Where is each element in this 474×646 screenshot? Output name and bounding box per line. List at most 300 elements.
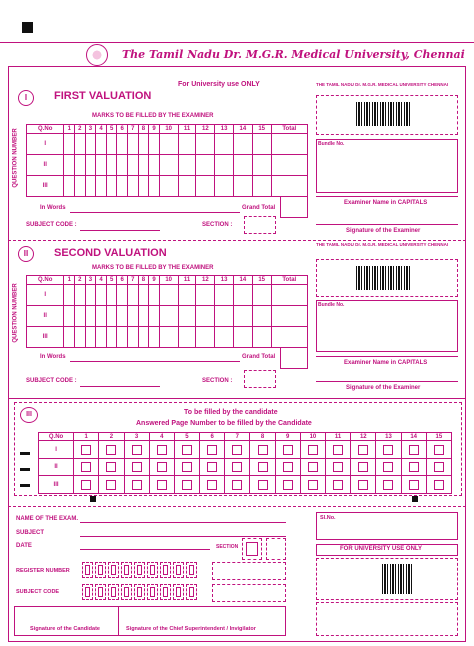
mark-cell[interactable]: [178, 176, 196, 197]
page-entry-box[interactable]: [258, 480, 268, 490]
page-entry-box[interactable]: [308, 462, 318, 472]
page-entry-box[interactable]: [434, 445, 444, 455]
column-header: 9: [149, 276, 160, 285]
page-cell[interactable]: [225, 458, 250, 476]
mark-cell[interactable]: [234, 176, 253, 197]
page-cell[interactable]: [200, 441, 225, 459]
digit-box[interactable]: [173, 584, 184, 600]
page-entry-box[interactable]: [383, 462, 393, 472]
page-cell[interactable]: [225, 441, 250, 459]
subject-code-label: SUBJECT CODE :: [26, 222, 77, 228]
page-entry-box[interactable]: [106, 445, 116, 455]
mark-cell[interactable]: [252, 155, 271, 176]
timing-mark: [20, 484, 30, 487]
digit-box[interactable]: [108, 584, 119, 600]
page-cell[interactable]: [74, 458, 99, 476]
mark-cell[interactable]: [64, 306, 75, 327]
barcode-frame: [316, 95, 458, 135]
mark-cell[interactable]: [106, 327, 117, 348]
page-entry-box[interactable]: [132, 445, 142, 455]
mark-cell[interactable]: [85, 155, 96, 176]
examiner-name-label-2: Examiner Name in CAPITALS: [344, 360, 428, 366]
mark-cell[interactable]: [234, 155, 253, 176]
column-header: 1: [64, 125, 75, 134]
mark-cell[interactable]: [117, 285, 128, 306]
marks-row: [27, 327, 308, 348]
page-entry-box[interactable]: [106, 480, 116, 490]
examiner-name-line-2: [316, 356, 458, 357]
digit-box[interactable]: [160, 562, 171, 578]
mark-cell[interactable]: [85, 134, 96, 155]
signature-separator: [118, 606, 119, 636]
page-entry-box[interactable]: [182, 462, 192, 472]
digit-box-inner: [111, 587, 116, 597]
page-entry-box[interactable]: [106, 462, 116, 472]
mark-cell[interactable]: [96, 176, 107, 197]
mark-cell[interactable]: [96, 155, 107, 176]
page-cell[interactable]: [250, 476, 275, 494]
page-entry-box[interactable]: [81, 462, 91, 472]
digit-box[interactable]: [147, 562, 158, 578]
digit-box[interactable]: [108, 562, 119, 578]
digit-box[interactable]: [160, 584, 171, 600]
marks-caption: MARKS TO BE FILLED BY THE EXAMINER: [92, 113, 214, 119]
mark-cell[interactable]: [252, 306, 271, 327]
mark-cell[interactable]: [234, 306, 253, 327]
page-cell[interactable]: [250, 441, 275, 459]
mark-cell[interactable]: [196, 176, 215, 197]
page-entry-box[interactable]: [409, 445, 419, 455]
subject-code-footer-label: SUBJECT CODE: [16, 589, 60, 595]
page-entry-box[interactable]: [258, 445, 268, 455]
column-header: 3: [124, 433, 149, 441]
column-header: 1: [64, 276, 75, 285]
page-entry-box[interactable]: [383, 480, 393, 490]
column-header: 2: [75, 125, 86, 134]
page-entry-box[interactable]: [207, 445, 217, 455]
mark-cell[interactable]: [106, 155, 117, 176]
mark-cell[interactable]: [149, 176, 160, 197]
mark-cell[interactable]: [75, 306, 86, 327]
mark-cell[interactable]: [138, 285, 149, 306]
mark-cell[interactable]: [75, 285, 86, 306]
barcode-frame-3: [316, 558, 458, 600]
mark-cell[interactable]: [196, 285, 215, 306]
subject-label: SUBJECT: [16, 530, 45, 536]
column-header: 12: [196, 276, 215, 285]
column-header: 11: [178, 276, 196, 285]
page-cell[interactable]: [351, 441, 376, 459]
page-entry-box[interactable]: [232, 480, 242, 490]
page-cell[interactable]: [200, 476, 225, 494]
mark-cell[interactable]: [138, 134, 149, 155]
mark-cell[interactable]: [178, 155, 196, 176]
digit-box[interactable]: [82, 584, 93, 600]
mark-cell[interactable]: [106, 176, 117, 197]
page-entry-box[interactable]: [232, 445, 242, 455]
question-number-label-2: QUESTION NUMBER: [12, 283, 19, 343]
column-header: 5: [106, 125, 117, 134]
page-entry-box[interactable]: [207, 462, 217, 472]
mark-cell[interactable]: [75, 327, 86, 348]
row-label: I: [39, 441, 74, 459]
page-cell[interactable]: [376, 441, 401, 459]
column-header: 12: [196, 125, 215, 134]
mark-cell[interactable]: [75, 176, 86, 197]
page-cell[interactable]: [124, 441, 149, 459]
register-number-extra-box[interactable]: [212, 562, 286, 580]
page-cell[interactable]: [74, 476, 99, 494]
mark-cell[interactable]: [75, 155, 86, 176]
mark-cell[interactable]: [178, 306, 196, 327]
page-cell[interactable]: [99, 441, 124, 459]
page-cell[interactable]: [99, 476, 124, 494]
mark-cell[interactable]: [64, 155, 75, 176]
mark-cell[interactable]: [106, 285, 117, 306]
column-header: 2: [99, 433, 124, 441]
column-header: 14: [401, 433, 426, 441]
mark-cell[interactable]: [106, 306, 117, 327]
page-cell[interactable]: [149, 458, 174, 476]
page-cell[interactable]: [426, 458, 451, 476]
column-header: 6: [117, 276, 128, 285]
page-cell[interactable]: [99, 458, 124, 476]
digit-box-inner: [98, 587, 103, 597]
mark-cell[interactable]: [159, 176, 178, 197]
page-cell[interactable]: [74, 441, 99, 459]
mark-cell[interactable]: [252, 134, 271, 155]
university-logo: [86, 44, 108, 66]
mark-cell[interactable]: [196, 134, 215, 155]
column-header: 11: [178, 125, 196, 134]
column-header: 7: [128, 125, 139, 134]
page-row: [39, 441, 452, 459]
mark-cell[interactable]: [128, 155, 139, 176]
page-entry-box[interactable]: [207, 480, 217, 490]
mark-cell[interactable]: [271, 155, 307, 176]
digit-box[interactable]: [134, 562, 145, 578]
digit-box-inner: [85, 565, 90, 575]
mark-cell[interactable]: [128, 306, 139, 327]
page-entry-box[interactable]: [358, 445, 368, 455]
mark-cell[interactable]: [271, 327, 307, 348]
page-cell[interactable]: [300, 441, 325, 459]
candidate-title: To be filled by the candidate: [184, 409, 278, 416]
page-entry-box[interactable]: [358, 462, 368, 472]
question-number-label: QUESTION NUMBER: [12, 128, 19, 188]
page-cell[interactable]: [149, 441, 174, 459]
column-header: 15: [252, 125, 271, 134]
page-cell[interactable]: [225, 476, 250, 494]
digit-box[interactable]: [186, 584, 197, 600]
mark-cell[interactable]: [178, 134, 196, 155]
row-label: I: [27, 285, 64, 306]
mark-cell[interactable]: [85, 327, 96, 348]
mark-cell[interactable]: [215, 306, 234, 327]
page-entry-box[interactable]: [132, 480, 142, 490]
for-university-label: For University use ONLY: [178, 81, 260, 88]
barcode-frame-2: [316, 259, 458, 297]
mark-cell[interactable]: [149, 306, 160, 327]
mark-cell[interactable]: [159, 306, 178, 327]
mark-cell[interactable]: [178, 327, 196, 348]
bundle-no-box[interactable]: [316, 139, 458, 193]
page-cell[interactable]: [300, 458, 325, 476]
mark-cell[interactable]: [117, 176, 128, 197]
page-cell[interactable]: [326, 441, 351, 459]
mark-cell[interactable]: [117, 134, 128, 155]
column-header: 7: [225, 433, 250, 441]
row-label: II: [39, 458, 74, 476]
mark-cell[interactable]: [96, 306, 107, 327]
section-box-2: [244, 370, 276, 388]
column-header: 9: [149, 125, 160, 134]
subject-code-line-2: [80, 386, 160, 387]
digit-box-inner: [176, 587, 181, 597]
page-entry-box[interactable]: [283, 462, 293, 472]
mark-cell[interactable]: [159, 285, 178, 306]
qno-header: Q.No: [27, 125, 64, 134]
name-of-exam-line: [80, 522, 286, 523]
digit-box[interactable]: [121, 584, 132, 600]
page-entry-box[interactable]: [333, 480, 343, 490]
mark-cell[interactable]: [234, 134, 253, 155]
mark-cell[interactable]: [271, 134, 307, 155]
mark-cell[interactable]: [215, 155, 234, 176]
digit-box-inner: [124, 565, 129, 575]
mark-cell[interactable]: [159, 327, 178, 348]
mark-cell[interactable]: [64, 176, 75, 197]
page-cell[interactable]: [401, 458, 426, 476]
examiner-name-label: Examiner Name in CAPITALS: [344, 200, 428, 206]
page-entry-box[interactable]: [182, 480, 192, 490]
mark-cell[interactable]: [75, 134, 86, 155]
page-cell[interactable]: [149, 476, 174, 494]
column-header: 13: [376, 433, 401, 441]
mark-cell[interactable]: [149, 134, 160, 155]
page-cell[interactable]: [426, 476, 451, 494]
subject-line: [80, 536, 286, 537]
digit-box[interactable]: [173, 562, 184, 578]
mark-cell[interactable]: [159, 134, 178, 155]
mark-cell[interactable]: [128, 285, 139, 306]
page-entry-box[interactable]: [157, 480, 167, 490]
page-cell[interactable]: [351, 458, 376, 476]
examiner-signature-line-2: [316, 381, 458, 382]
page-cell[interactable]: [401, 476, 426, 494]
page-cell[interactable]: [124, 458, 149, 476]
digit-box[interactable]: [95, 584, 106, 600]
page-cell[interactable]: [300, 476, 325, 494]
column-header: 2: [75, 276, 86, 285]
page-entry-box[interactable]: [81, 480, 91, 490]
column-header: 6: [200, 433, 225, 441]
mark-cell[interactable]: [159, 155, 178, 176]
mark-cell[interactable]: [85, 306, 96, 327]
page-entry-box[interactable]: [81, 445, 91, 455]
mark-cell[interactable]: [196, 306, 215, 327]
mark-cell[interactable]: [215, 285, 234, 306]
subject-code-extra-box[interactable]: [212, 584, 286, 602]
in-words-label: In Words: [40, 205, 66, 211]
page-entry-box[interactable]: [333, 462, 343, 472]
answered-page-title: Answered Page Number to be filled by the Candidate: [136, 420, 312, 427]
digit-box-inner: [85, 587, 90, 597]
page-cell[interactable]: [275, 476, 300, 494]
digit-box[interactable]: [82, 562, 93, 578]
mark-cell[interactable]: [64, 285, 75, 306]
row-label: III: [27, 176, 64, 197]
sl-no-box[interactable]: [316, 512, 458, 540]
page-entry-box[interactable]: [333, 445, 343, 455]
name-of-exam-label: NAME OF THE EXAM.: [16, 516, 79, 522]
column-header: 6: [117, 125, 128, 134]
mark-cell[interactable]: [196, 327, 215, 348]
page-cell[interactable]: [401, 441, 426, 459]
mark-cell[interactable]: [64, 134, 75, 155]
roman-three-badge: III: [20, 407, 38, 423]
mark-cell[interactable]: [271, 176, 307, 197]
examiner-signature-line: [316, 224, 458, 225]
digit-box[interactable]: [134, 584, 145, 600]
page-entry-box[interactable]: [308, 445, 318, 455]
page-cell[interactable]: [376, 458, 401, 476]
page-cell[interactable]: [376, 476, 401, 494]
page-entry-box[interactable]: [308, 480, 318, 490]
page-entry-box[interactable]: [157, 445, 167, 455]
mark-cell[interactable]: [215, 327, 234, 348]
page-cell[interactable]: [275, 441, 300, 459]
mark-cell[interactable]: [128, 134, 139, 155]
divider-2: [8, 398, 466, 399]
examiner-name-line: [316, 196, 458, 197]
timing-mark: [20, 468, 30, 471]
mark-cell[interactable]: [128, 176, 139, 197]
univ-box-title-2: THE TAMIL NADU Dr. M.G.R. MEDICAL UNIVERSITY CHENNAI: [316, 242, 449, 247]
timing-mark: [20, 452, 30, 455]
digit-box-inner: [163, 587, 168, 597]
mark-cell[interactable]: [149, 327, 160, 348]
mark-cell[interactable]: [117, 155, 128, 176]
mark-cell[interactable]: [178, 285, 196, 306]
page-entry-box[interactable]: [409, 462, 419, 472]
qno-header: Q.No: [27, 276, 64, 285]
page-entry-box[interactable]: [283, 480, 293, 490]
column-header: 13: [215, 125, 234, 134]
page-cell[interactable]: [174, 476, 199, 494]
column-header: 5: [174, 433, 199, 441]
section-label-2: SECTION :: [202, 378, 233, 384]
digit-box-inner: [176, 565, 181, 575]
mark-cell[interactable]: [196, 155, 215, 176]
digit-box[interactable]: [147, 584, 158, 600]
mark-cell[interactable]: [252, 327, 271, 348]
column-header: 15: [426, 433, 451, 441]
page-entry-box[interactable]: [232, 462, 242, 472]
mark-cell[interactable]: [96, 134, 107, 155]
candidate-signature-label: Signature of the Candidate: [30, 626, 100, 632]
digit-box-inner: [124, 587, 129, 597]
page-row: [39, 458, 452, 476]
mark-cell[interactable]: [96, 285, 107, 306]
digit-box[interactable]: [186, 562, 197, 578]
page-cell[interactable]: [426, 441, 451, 459]
mark-cell[interactable]: [138, 155, 149, 176]
mark-cell[interactable]: [234, 285, 253, 306]
mark-cell[interactable]: [128, 327, 139, 348]
page-entry-box[interactable]: [434, 462, 444, 472]
mark-cell[interactable]: [117, 306, 128, 327]
page-entry-box[interactable]: [358, 480, 368, 490]
page-entry-box[interactable]: [132, 462, 142, 472]
page-cell[interactable]: [326, 458, 351, 476]
digit-box[interactable]: [95, 562, 106, 578]
page-entry-box[interactable]: [409, 480, 419, 490]
page-cell[interactable]: [200, 458, 225, 476]
mark-cell[interactable]: [271, 306, 307, 327]
mark-cell[interactable]: [106, 134, 117, 155]
page-cell[interactable]: [174, 458, 199, 476]
digit-box-inner: [137, 565, 142, 575]
univ-box-title: THE TAMIL NADU Dr. M.G.R. MEDICAL UNIVERSITY CHENNAI: [316, 82, 449, 87]
mark-cell[interactable]: [85, 176, 96, 197]
mark-cell[interactable]: [215, 134, 234, 155]
page-cell[interactable]: [250, 458, 275, 476]
mark-cell[interactable]: [138, 327, 149, 348]
footer-divider: [8, 506, 466, 507]
page-cell[interactable]: [326, 476, 351, 494]
header-row: [27, 125, 308, 134]
in-words-line: [70, 212, 240, 213]
mark-cell[interactable]: [252, 176, 271, 197]
page-entry-box[interactable]: [157, 462, 167, 472]
digit-box[interactable]: [121, 562, 132, 578]
column-header: 8: [138, 276, 149, 285]
page-entry-box[interactable]: [182, 445, 192, 455]
mark-cell[interactable]: [149, 285, 160, 306]
page-entry-box[interactable]: [383, 445, 393, 455]
mark-cell[interactable]: [234, 327, 253, 348]
page-entry-box[interactable]: [283, 445, 293, 455]
answered-page-grid[interactable]: [38, 432, 452, 494]
mark-cell[interactable]: [64, 327, 75, 348]
mark-cell[interactable]: [138, 176, 149, 197]
mark-cell[interactable]: [85, 285, 96, 306]
marks-row: [27, 155, 308, 176]
mark-cell[interactable]: [96, 327, 107, 348]
section-box: [244, 216, 276, 234]
page-cell[interactable]: [275, 458, 300, 476]
registration-mark: [90, 496, 96, 502]
mark-cell[interactable]: [117, 327, 128, 348]
page-entry-box[interactable]: [258, 462, 268, 472]
mark-cell[interactable]: [149, 155, 160, 176]
mark-cell[interactable]: [138, 306, 149, 327]
digit-box-inner: [189, 565, 194, 575]
mark-cell[interactable]: [252, 285, 271, 306]
date-label: DATE: [16, 543, 32, 549]
page-cell[interactable]: [174, 441, 199, 459]
column-header: 4: [96, 125, 107, 134]
mark-cell[interactable]: [271, 285, 307, 306]
subject-code-label-2: SUBJECT CODE :: [26, 378, 77, 384]
in-words-label-2: In Words: [40, 354, 66, 360]
page-cell[interactable]: [351, 476, 376, 494]
column-header: 4: [149, 433, 174, 441]
page-cell[interactable]: [124, 476, 149, 494]
page-entry-box[interactable]: [434, 480, 444, 490]
mark-cell[interactable]: [215, 176, 234, 197]
